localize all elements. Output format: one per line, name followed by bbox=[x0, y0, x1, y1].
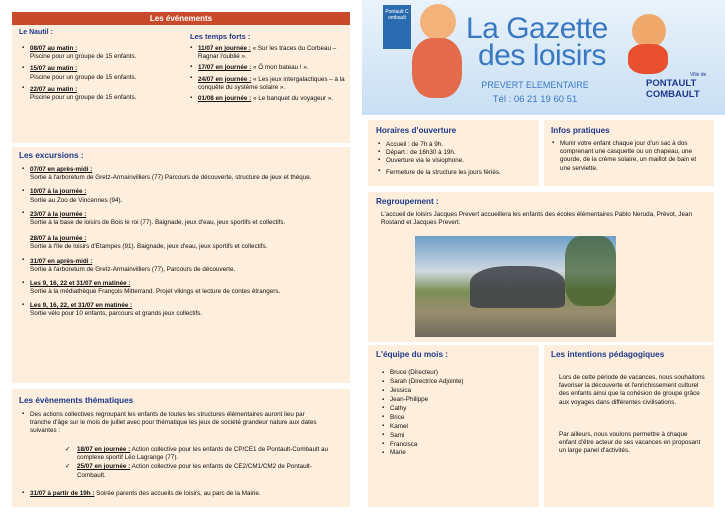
horaire-item: ▪ Fermeture de la structure les jours fériés. bbox=[378, 169, 534, 177]
team-member: ▪ Jean-Philippe bbox=[382, 396, 532, 405]
group-photo-tree bbox=[565, 236, 616, 306]
regroupement-title: Regroupement : bbox=[376, 197, 439, 206]
intentions-p2: Par ailleurs, nous voulons permettre à chaque enfant d'être acteur de ses vacances en proposant un large panel d'activités. bbox=[559, 431, 701, 455]
nautil-item: ▪ 15/07 au matin : Piscine pour un groupe de 15 enfants. bbox=[22, 65, 182, 81]
city-name-line2: COMBAULT bbox=[646, 89, 700, 100]
thematiques-list bbox=[22, 411, 327, 436]
temps-forts-list bbox=[190, 45, 345, 103]
excursions-list bbox=[22, 166, 342, 319]
thematique-subitem: ✓ 25/07 en journée : Action collective pour les enfants de CE2/CM1/CM2 de Pontault-Combault. bbox=[65, 463, 312, 479]
intentions-box bbox=[544, 345, 714, 507]
temps-fort-item: ▪ 11/07 en journée : « Sur les traces du Corbeau – Ragnar l'oublié ». bbox=[190, 45, 345, 61]
excursion-item: ▪ 07/07 en après-midi : Sortie à l'arboretum de Gretz-Armainvilliers (77) Parcours de découverte, structure de jeux et théque. bbox=[22, 166, 342, 182]
horaire-item: ▪ Départ : de 16h30 à 19h. bbox=[378, 149, 534, 157]
horaires-title: Horaires d'ouverture bbox=[376, 126, 457, 135]
thematiques-intro: ▪ Des actions collectives regroupant les enfants de toutes les structures élémentaires auront lieu par tranche d'âge sur le mois de juillet avec pour thématique les jeux de société grandeur nature aux dates suivantes : bbox=[22, 411, 327, 436]
thematiques-last bbox=[22, 490, 342, 498]
excursion-item: ▪ 23/07 à la journée : Sortie à la base de loisirs de Bois le roi (77). Baignade, jeux d'eau, jeux sportifs et collectifs. 28/07 à la journée : Sortie à l'île de loisirs d'Etampes (91). Baignade, jeux d'eau, jeux sportifs et collectifs. bbox=[22, 211, 342, 252]
child-illustration-right-body bbox=[628, 44, 668, 74]
thematique-subitem: ✓ 18/07 en journée : Action collective pour les enfants de CP/CE1 de Pontault-Combault au complexe sportif Léo Lagrange (77). bbox=[65, 446, 328, 462]
team-member: ▪ Brice bbox=[382, 414, 532, 423]
thematique-last-item: ▪ 31/07 à partir de 19h : Soirée parents des accueils de loisirs, au parc de la Mairie. bbox=[22, 490, 342, 498]
check-icon: ✓ bbox=[65, 463, 71, 471]
horaire-item: ▪ Accueil : de 7h à 9h. bbox=[378, 141, 534, 149]
temps-forts-title: Les temps forts : bbox=[190, 32, 251, 41]
nautil-item: ▪ 08/07 au matin : Piscine pour un groupe de 15 enfants. bbox=[22, 45, 182, 61]
phone-number: Tél : 06 21 19 60 51 bbox=[492, 94, 578, 105]
infos-text: ▪ Munir votre enfant chaque jour d'un sac à dos comprenant une casquette ou un chapeau, une gourde, de la crème solaire, un maillot de bain et une serviette. bbox=[552, 140, 706, 173]
thematiques-title: Les évènements thématiques bbox=[19, 396, 134, 405]
gazette-title-line1: La Gazette bbox=[466, 12, 608, 45]
nautil-item: ▪ 22/07 au matin : Piscine pour un groupe de 15 enfants. bbox=[22, 86, 182, 102]
team-member: ▪ Jessica bbox=[382, 387, 532, 396]
group-photo-people bbox=[470, 266, 565, 308]
team-member: ▪ Francisca bbox=[382, 441, 532, 450]
team-member: ▪ Sami bbox=[382, 432, 532, 441]
school-name: PREVERT ELEMENTAIRE bbox=[481, 80, 589, 90]
excursions-title: Les excursions : bbox=[19, 151, 84, 160]
infos-title: Infos pratiques bbox=[551, 126, 610, 135]
check-icon: ✓ bbox=[65, 446, 71, 453]
intentions-title: Les intentions pédagogiques bbox=[551, 350, 665, 359]
gazette-title-line2: des loisirs bbox=[478, 39, 606, 72]
events-banner: Les événements bbox=[12, 12, 350, 25]
nautil-list bbox=[22, 45, 182, 102]
temps-fort-item: ▪ 17/07 en journée : « Ô mon bateau ! ». bbox=[190, 64, 345, 72]
temps-fort-item: ▪ 24/07 en journée : « Les jeux intergalactiques – à la conquête du système solaire ». bbox=[190, 76, 345, 92]
child-illustration-right bbox=[632, 14, 666, 48]
team-member: ▪ Sarah (Directrice Adjointe) bbox=[382, 378, 532, 387]
group-photo bbox=[415, 236, 616, 337]
nautil-title: Le Nautil : bbox=[19, 29, 53, 36]
city-label-small: Ville de bbox=[690, 72, 707, 78]
temps-fort-item: ▪ 01/08 en journée : « Le banquet du voyageur ». bbox=[190, 95, 345, 103]
excursion-item: ▪ 31/07 en après-midi : Sortie à l'arboretum de Gretz-Armainvilliers (77), Parcours de découverte. bbox=[22, 258, 342, 274]
intentions-p1: Lors de cette période de vacances, nous souhaitons favoriser la découverte et l'enrichissement culturel des enfants ainsi que la cohésion de groupe grâce aux voyages dans différentes civilisations. bbox=[559, 374, 705, 406]
city-name-line1: PONTAULT bbox=[646, 78, 697, 89]
horaires-list bbox=[378, 141, 534, 177]
excursion-item: ▪ Les 9, 16, 22, et 31/07 en matinée : Sortie vélo pour 10 enfants, parcours et grands jeux collectifs. bbox=[22, 302, 342, 318]
regroupement-text: L'accueil de loisirs Jacques Prevert accueillera les enfants des écoles élémentaires Pablo Neruda, Prévot, Jean Rostand et Jacques Prevert. bbox=[381, 211, 692, 227]
team-member: ▪ Cathy bbox=[382, 405, 532, 414]
thematiques-subitems bbox=[65, 446, 335, 480]
city-logo-text: Pontault Combault bbox=[385, 9, 409, 21]
equipe-title: L'équipe du mois : bbox=[376, 350, 448, 359]
team-member: ▪ Kamel bbox=[382, 423, 532, 432]
equipe-list bbox=[382, 369, 532, 458]
city-logo bbox=[383, 5, 411, 49]
child-illustration-left bbox=[420, 4, 456, 40]
excursion-item: ▪ Les 9, 16, 22 et 31/07 en matinée : Sortie à la médiathèque François Mitterrand. Projet vikings et lecture de contes étrangers. bbox=[22, 280, 342, 296]
team-member: ▪ Marie bbox=[382, 449, 532, 458]
team-member: ▪ Bruce (Directeur) bbox=[382, 369, 532, 378]
child-illustration-left-body bbox=[412, 38, 462, 98]
horaire-item: ▪ Ouverture via le visiophone. bbox=[378, 157, 534, 165]
infos-list bbox=[552, 140, 706, 173]
excursion-item: ▪ 10/07 à la journée : Sortie au Zoo de Vincennes (94). bbox=[22, 188, 342, 204]
